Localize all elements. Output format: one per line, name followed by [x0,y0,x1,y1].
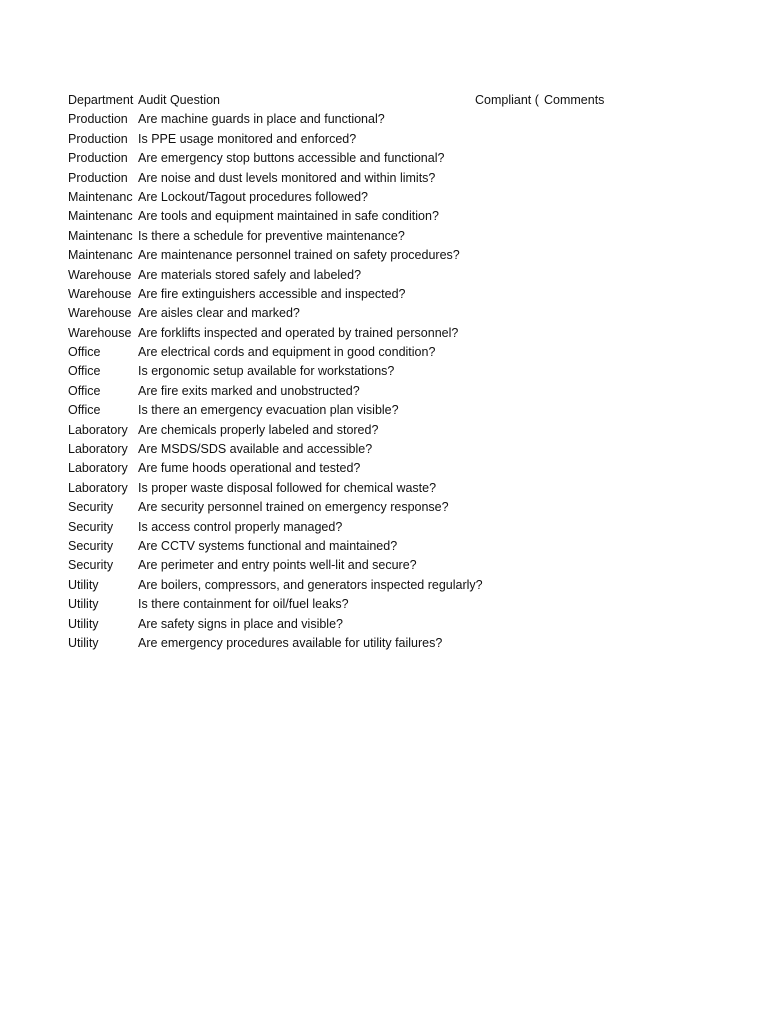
table-row [68,595,708,614]
table-row [68,304,708,323]
department-cell: Security [68,538,114,553]
department-cell: Warehouse [68,267,132,282]
department-cell: Utility [68,635,99,650]
header-compliant: Compliant ( [475,93,539,107]
department-cell: Security [68,500,114,515]
department-cell: Utility [68,616,99,631]
table-row [68,149,708,168]
audit-question-cell: Are fire extinguishers accessible and inspected? [138,286,406,301]
department-cell: Maintenanc [68,248,133,263]
table-row [68,188,708,207]
department-cell: Laboratory [68,480,128,495]
table-row [68,479,708,498]
audit-question-cell: Are CCTV systems functional and maintained? [138,538,398,553]
department-cell: Warehouse [68,325,132,340]
audit-question-cell: Are boilers, compressors, and generators inspected regularly? [138,577,483,592]
table-row [68,634,708,653]
audit-question-cell: Are MSDS/SDS available and accessible? [138,442,373,457]
audit-question-cell: Are machine guards in place and functional? [138,112,385,127]
table-row [68,110,708,129]
department-cell: Maintenanc [68,189,133,204]
audit-question-cell: Is ergonomic setup available for workstations? [138,364,395,379]
department-cell: Utility [68,597,99,612]
table-row [68,382,708,401]
audit-question-cell: Are emergency procedures available for utility failures? [138,635,443,650]
audit-question-cell: Are safety signs in place and visible? [138,616,343,631]
table-row [68,498,708,517]
department-cell: Utility [68,577,99,592]
audit-question-cell: Are emergency stop buttons accessible and functional? [138,151,445,166]
table-row [68,130,708,149]
table-row [68,227,708,246]
department-cell: Warehouse [68,306,132,321]
audit-question-cell: Are chemicals properly labeled and stored? [138,422,379,437]
audit-question-cell: Are materials stored safely and labeled? [138,267,362,282]
table-body [68,110,708,653]
department-cell: Office [68,364,101,379]
table-row [68,615,708,634]
audit-question-cell: Are tools and equipment maintained in safe condition? [138,209,439,224]
table-row [68,246,708,265]
audit-question-cell: Are maintenance personnel trained on safety procedures? [138,248,460,263]
table-row [68,421,708,440]
department-cell: Maintenanc [68,209,133,224]
audit-sheet [68,91,708,653]
table-row [68,266,708,285]
table-row [68,207,708,226]
audit-question-cell: Are perimeter and entry points well-lit and secure? [138,558,417,573]
table-row [68,324,708,343]
table-row [68,169,708,188]
audit-question-cell: Are electrical cords and equipment in good condition? [138,345,436,360]
department-cell: Security [68,519,114,534]
department-cell: Maintenanc [68,228,133,243]
table-row [68,576,708,595]
header-audit-question: Audit Question [138,93,220,107]
audit-question-cell: Is proper waste disposal followed for chemical waste? [138,480,437,495]
table-row [68,440,708,459]
department-cell: Warehouse [68,286,132,301]
table-row [68,362,708,381]
header-row [68,91,708,110]
audit-question-cell: Are security personnel trained on emergency response? [138,500,449,515]
audit-question-cell: Are fume hoods operational and tested? [138,461,361,476]
department-cell: Laboratory [68,442,128,457]
header-comments: Comments [544,93,605,107]
department-cell: Office [68,403,101,418]
table-row [68,401,708,420]
header-department: Department [68,93,134,107]
audit-question-cell: Are noise and dust levels monitored and within limits? [138,170,436,185]
table-row [68,459,708,478]
department-cell: Office [68,383,101,398]
audit-question-cell: Is access control properly managed? [138,519,343,534]
department-cell: Production [68,112,128,127]
department-cell: Laboratory [68,422,128,437]
table-row [68,285,708,304]
audit-question-cell: Is there containment for oil/fuel leaks? [138,597,349,612]
table-row [68,537,708,556]
department-cell: Production [68,151,128,166]
table-row [68,343,708,362]
audit-question-cell: Are aisles clear and marked? [138,306,300,321]
audit-question-cell: Are Lockout/Tagout procedures followed? [138,189,369,204]
table-row [68,518,708,537]
department-cell: Security [68,558,114,573]
department-cell: Office [68,345,101,360]
table-row [68,556,708,575]
audit-question-cell: Are fire exits marked and unobstructed? [138,383,360,398]
audit-question-cell: Is there a schedule for preventive maintenance? [138,228,405,243]
department-cell: Laboratory [68,461,128,476]
audit-question-cell: Are forklifts inspected and operated by trained personnel? [138,325,459,340]
audit-question-cell: Is PPE usage monitored and enforced? [138,131,357,146]
department-cell: Production [68,131,128,146]
audit-question-cell: Is there an emergency evacuation plan visible? [138,403,399,418]
department-cell: Production [68,170,128,185]
